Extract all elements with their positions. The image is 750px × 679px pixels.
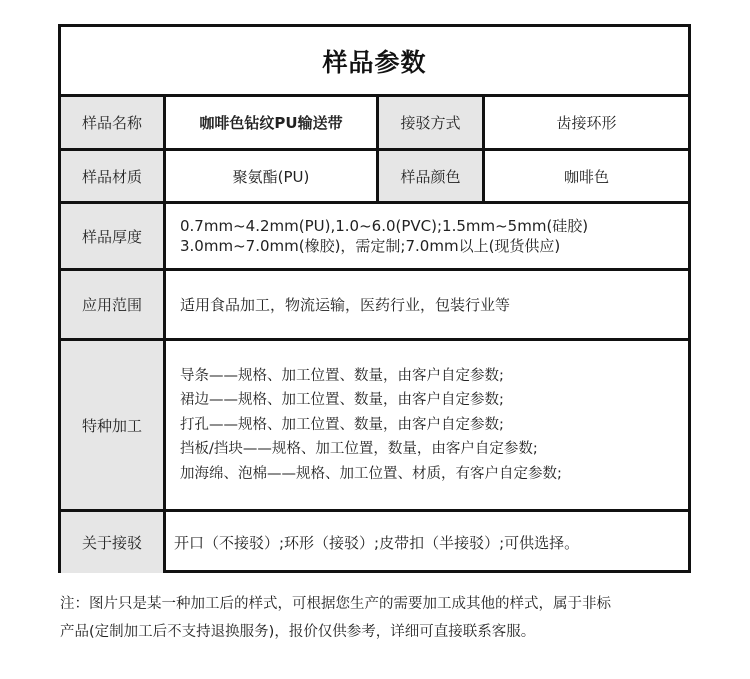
label-special-processing: 特种加工	[61, 341, 163, 509]
label-joint-method: 接驳方式	[379, 97, 482, 148]
label-thickness: 样品厚度	[61, 204, 163, 268]
table-title: 样品参数	[322, 48, 427, 77]
value-special-processing	[166, 341, 688, 509]
value-material: 聚氨酯(PU)	[232, 167, 310, 186]
label-sample-name: 样品名称	[61, 97, 163, 148]
value-thickness	[166, 204, 688, 268]
special-line: 导条——规格、加工位置、数量，由客户自定参数;	[180, 367, 504, 384]
special-line: 加海绵、泡棉——规格、加工位置、材质，有客户自定参数;	[180, 465, 562, 482]
label-application: 应用范围	[61, 271, 163, 338]
footnote	[60, 590, 700, 646]
value-application: 适用食品加工，物流运输，医药行业，包装行业等	[180, 296, 511, 314]
special-line: 打孔——规格、加工位置、数量，由客户自定参数;	[180, 416, 504, 433]
label-about-joint: 关于接驳	[61, 512, 163, 573]
special-line: 挡板/挡块——规格、加工位置，数量，由客户自定参数;	[180, 441, 538, 458]
value-color: 咖啡色	[563, 167, 609, 186]
label-material: 样品材质	[61, 151, 163, 201]
footnote-line: 产品(定制加工后不支持退换服务)，报价仅供参考，详细可直接联系客服。	[60, 624, 536, 640]
footnote-line: 注：图片只是某一种加工后的样式，可根据您生产的需要加工成其他的样式，属于非标	[60, 596, 611, 612]
label-color: 样品颜色	[379, 151, 482, 201]
value-joint-method: 齿接环形	[556, 114, 617, 132]
sample-parameters-table	[58, 24, 691, 573]
value-about-joint: 开口（不接驳）;环形（接驳）;皮带扣（半接驳）;可供选择。	[174, 534, 580, 552]
thickness-line: 0.7mm~4.2mm(PU),1.0~6.0(PVC);1.5mm~5mm(硅胶)	[180, 217, 589, 235]
thickness-line: 3.0mm~7.0mm(橡胶)，需定制;7.0mm以上(现货供应)	[180, 237, 561, 255]
value-sample-name: 咖啡色钻纹PU输送带	[199, 114, 343, 132]
special-line: 裙边——规格、加工位置、数量，由客户自定参数;	[180, 392, 504, 409]
